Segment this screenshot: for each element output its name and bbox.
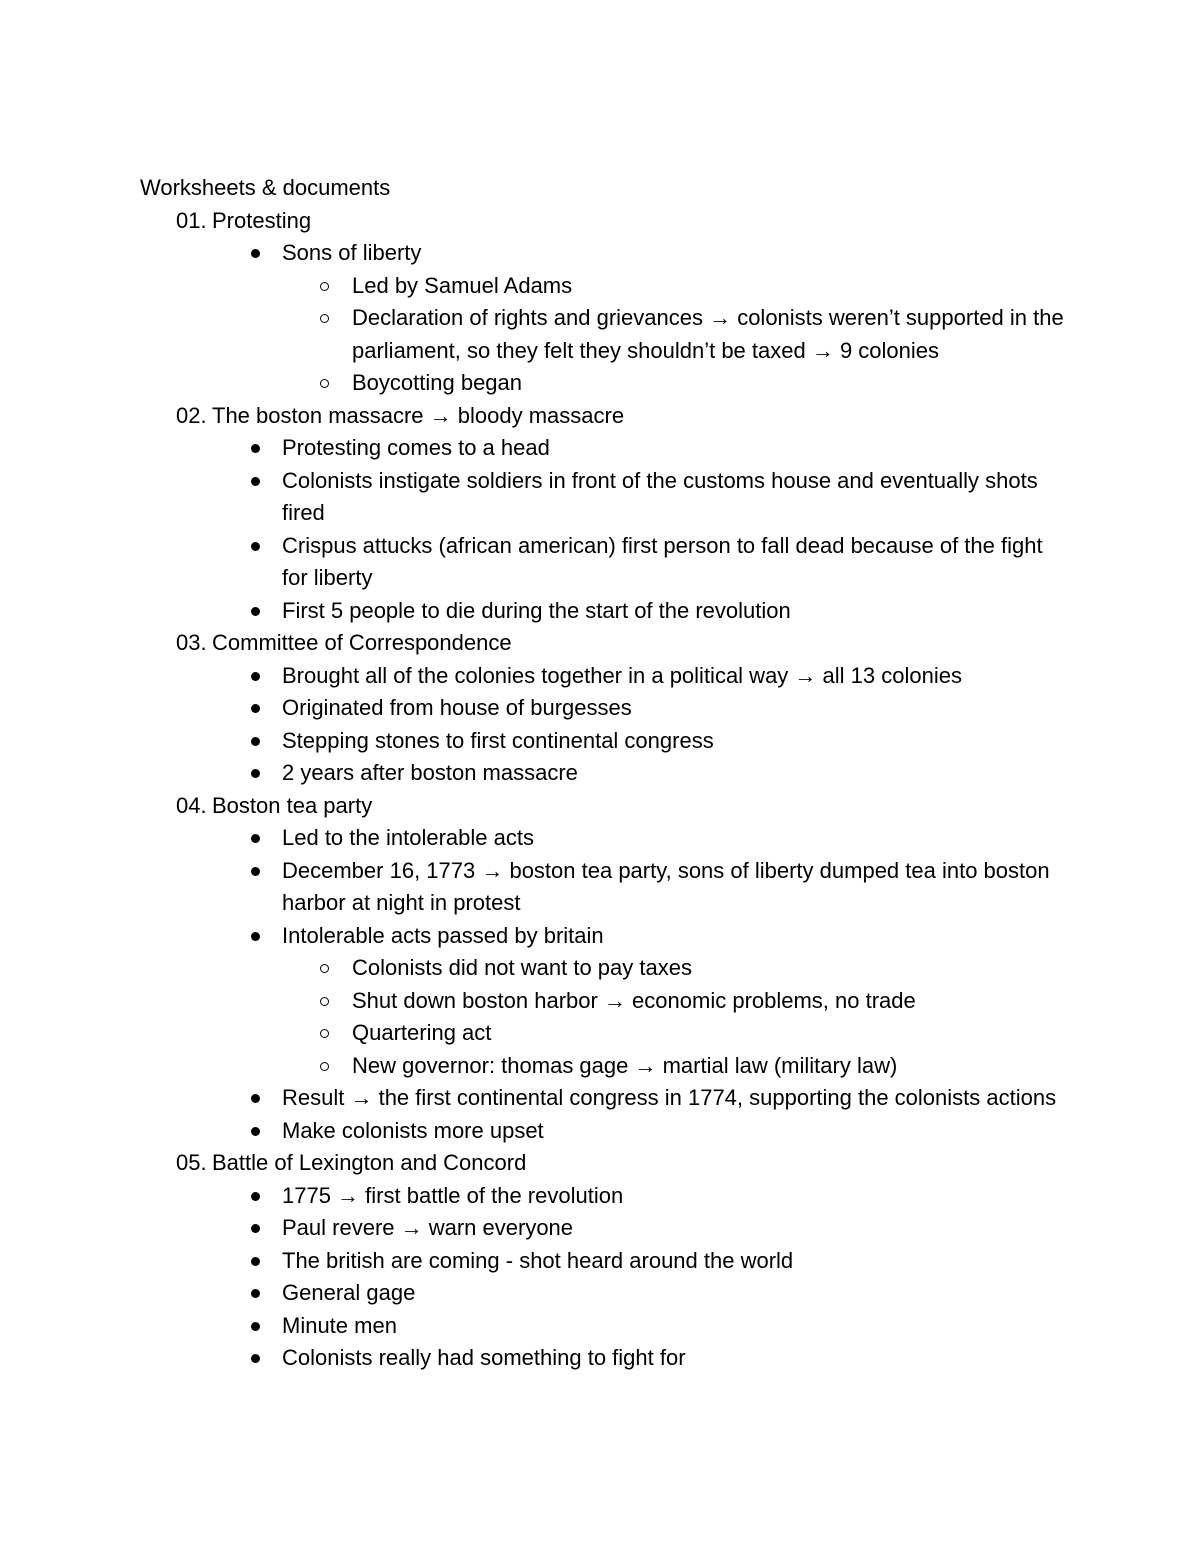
sub-bullet-text: Shut down boston harbor → economic problems, no trade [352,987,916,1013]
bullet-dot-icon [251,704,260,713]
sub-bullet-text: New governor: thomas gage → martial law (military law) [352,1052,898,1078]
bullet-item [140,465,1072,530]
sub-bullet-item [140,1050,1070,1083]
section-heading-text: Committee of Correspondence [212,630,512,655]
hollow-circle-icon [320,282,329,291]
bullet-dot-icon [251,1094,260,1103]
bullet-item [140,1310,1072,1343]
bullet-text: 1775 → first battle of the revolution [282,1182,624,1208]
sub-bullet-text: Boycotting began [352,370,523,395]
bullet-item [140,1115,1072,1148]
sub-bullet-text: Declaration of rights and grievances → colonists weren’t supported in the parliament, so they felt they shouldn’t be taxed → 9 colonies [352,305,1064,363]
hollow-circle-icon [320,997,329,1006]
bullet-text: Originated from house of burgesses [282,695,632,720]
bullet-item [140,855,1072,920]
bullet-dot-icon [251,769,260,778]
bullet-item [140,757,1072,790]
bullet-item [140,1342,1072,1375]
bullet-text: Brought all of the colonies together in a political way → all 13 colonies [282,662,962,688]
bullet-item [140,822,1072,855]
hollow-circle-icon [320,314,329,323]
bullet-text: The british are coming - shot heard around the world [282,1247,794,1273]
bullet-text: Minute men [282,1312,397,1338]
section [140,400,1070,628]
bullet-text: Protesting comes to a head [282,435,550,460]
bullet-item [140,237,1072,270]
bullet-dot-icon [251,1224,260,1233]
bullet-dot-icon [251,1354,260,1363]
bullet-item [140,1180,1072,1213]
section [140,205,1070,400]
section [140,627,1070,790]
document-title: Worksheets & documents [140,175,391,200]
bullet-dot-icon [251,1289,260,1298]
bullet-text: Crispus attucks (african american) first person to fall dead because of the fight for liberty [282,532,1043,590]
section-heading-text: The boston massacre → bloody massacre [212,402,625,428]
bullet-dot-icon [251,542,260,551]
bullet-list [140,822,1070,1147]
hollow-circle-icon [320,379,329,388]
bullet-text: Paul revere → warn everyone [282,1215,574,1240]
bullet-dot-icon [251,444,260,453]
bullet-dot-icon [251,1127,260,1136]
bullet-text: Stepping stones to first continental congress [282,727,714,753]
bullet-dot-icon [251,607,260,616]
bullet-text: December 16, 1773 → boston tea party, sons of liberty dumped tea into boston harbor at night in protest [282,857,1050,915]
bullet-dot-icon [251,932,260,941]
sub-bullet-item [140,302,1070,367]
section-heading [140,1147,1070,1180]
bullet-text: Sons of liberty [282,240,422,265]
section-number: 02. [176,402,207,428]
hollow-circle-icon [320,1029,329,1038]
bullet-text: First 5 people to die during the start of the revolution [282,597,791,623]
sub-bullet-container [140,270,1070,400]
bullet-item [140,1212,1072,1245]
bullet-dot-icon [251,1322,260,1331]
sub-bullet-item [140,270,1070,303]
sub-bullet-container [140,952,1070,1082]
sub-bullet-item [140,367,1070,400]
bullet-list [140,237,1070,400]
section-heading [140,790,1070,823]
bullet-item [140,692,1072,725]
section-heading-text: Boston tea party [212,792,373,818]
bullet-dot-icon [251,477,260,486]
bullet-dot-icon [251,737,260,746]
sub-bullet-text: Colonists did not want to pay taxes [352,955,692,980]
bullet-text: Led to the intolerable acts [282,825,534,850]
section-number: 03. [176,630,207,655]
bullet-text: Result → the first continental congress in 1774, supporting the colonists actions [282,1085,1057,1110]
bullet-text: General gage [282,1280,416,1305]
bullet-item [140,595,1072,628]
bullet-dot-icon [251,1257,260,1266]
bullet-item [140,1245,1072,1278]
section-number: 05. [176,1150,207,1175]
sub-bullet-text: Quartering act [352,1020,492,1045]
section-heading [140,627,1070,660]
bullet-item [140,660,1072,693]
bullet-dot-icon [251,867,260,876]
bullet-item [140,920,1072,953]
bullet-text: Make colonists more upset [282,1117,544,1143]
bullet-item [140,432,1072,465]
section-number: 04. [176,792,207,818]
bullet-list [140,1180,1070,1375]
bullet-dot-icon [251,834,260,843]
hollow-circle-icon [320,1062,329,1071]
bullet-text: Colonists instigate soldiers in front of the customs house and eventually shots fired [282,467,1038,525]
sub-bullet-list [140,952,1070,1082]
bullet-text: Colonists really had something to fight for [282,1345,686,1370]
section-heading-text: Battle of Lexington and Concord [212,1150,527,1175]
bullet-list [140,660,1070,790]
document-body [140,172,1070,1375]
sub-bullet-list [140,270,1070,400]
bullet-item [140,725,1072,758]
bullet-list [140,432,1070,627]
bullet-dot-icon [251,249,260,258]
section-number: 01. [176,207,207,233]
hollow-circle-icon [320,964,329,973]
sub-bullet-item [140,952,1070,985]
sub-bullet-text: Led by Samuel Adams [352,272,573,298]
section [140,1147,1070,1375]
section-list [140,205,1070,1375]
bullet-item [140,1277,1072,1310]
bullet-text: Intolerable acts passed by britain [282,922,604,948]
section [140,790,1070,1148]
bullet-dot-icon [251,1192,260,1201]
section-heading [140,400,1070,433]
bullet-dot-icon [251,672,260,681]
section-heading [140,205,1070,238]
section-heading-text: Protesting [212,207,312,233]
bullet-item [140,1082,1072,1115]
sub-bullet-item [140,1017,1070,1050]
bullet-text: 2 years after boston massacre [282,760,578,785]
sub-bullet-item [140,985,1070,1018]
bullet-item [140,530,1072,595]
